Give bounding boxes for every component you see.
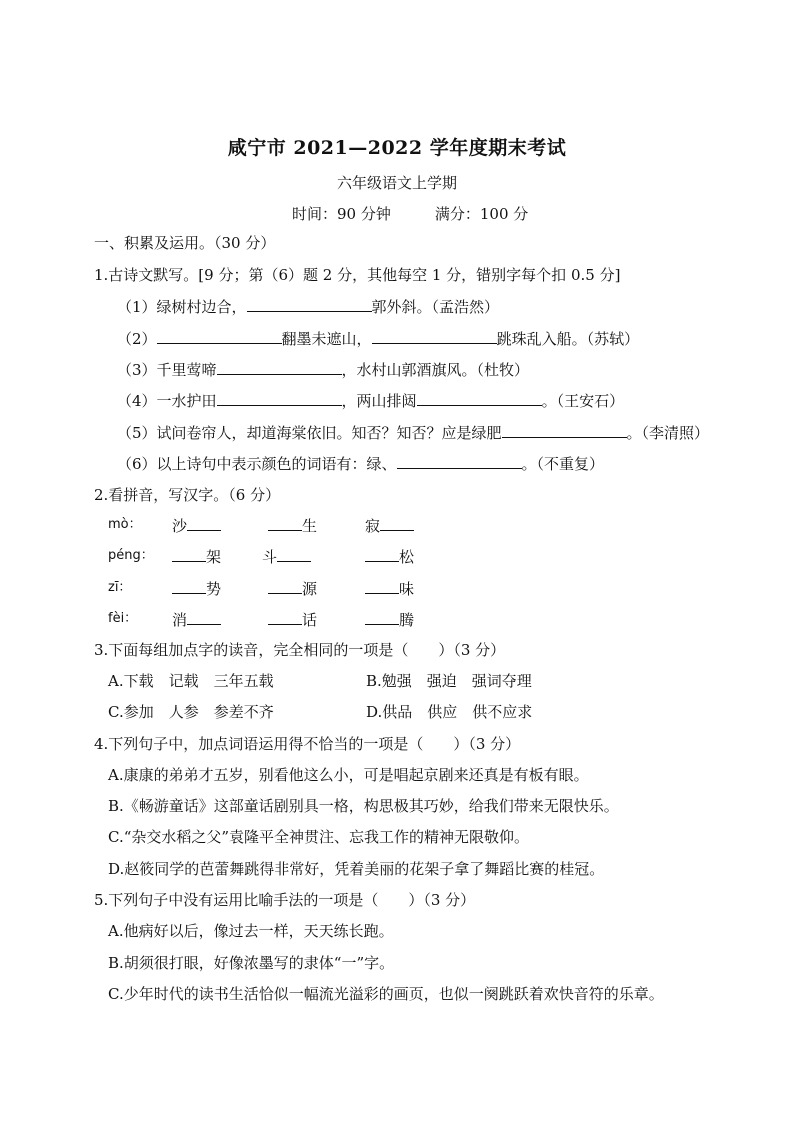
q1-item-5 [117,422,709,443]
q3-stem: 3.下面每组加点字的读音，完全相同的一项是（ ）（3 分） [94,641,506,659]
answer-blank[interactable] [365,609,399,625]
q1-item-4-text-b: ，两山排闼 [341,392,417,410]
q1-item-3-text-a: （3）千里莺啼 [117,361,217,379]
exam-title: 咸宁市 2021—2022 学年度期末考试 [227,137,567,159]
word-char: 消 [172,611,188,629]
answer-blank[interactable] [247,296,372,312]
answer-blank[interactable] [268,578,302,594]
q1-item-1 [117,296,499,317]
word-char: 源 [302,580,318,598]
q1-item-1-text-b: 郭外斜。（孟浩然） [371,298,500,316]
q3-option-b[interactable]: B.勉强 强迫 强词夺理 [366,672,532,690]
pinyin-label: mò： [108,517,142,532]
answer-blank[interactable] [365,546,399,562]
word-char: 架 [206,548,222,566]
answer-blank[interactable] [187,515,221,531]
q1-item-2-text-b: 翻墨未遮山， [281,330,372,348]
q4-option-a[interactable]: A.康康的弟弟才五岁，别看他这么小，可是唱起京剧来还真是有板有眼。 [108,766,589,784]
q3-option-d[interactable]: D.供品 供应 供不应求 [366,703,533,721]
answer-blank[interactable] [157,328,282,344]
q1-item-2-text-a: （2） [117,330,157,348]
q1-item-4-text-c: 。（王安石） [541,392,625,410]
answer-blank[interactable] [268,515,302,531]
answer-blank[interactable] [172,578,206,594]
answer-blank[interactable] [187,609,221,625]
q3-option-c[interactable]: C.参加 人参 参差不齐 [108,703,274,721]
answer-blank[interactable] [365,578,399,594]
q1-item-3 [117,359,529,380]
answer-blank[interactable] [217,390,342,406]
pinyin-label: fèi： [108,611,138,626]
q1-item-1-text-a: （1）绿树村边合， [117,298,247,316]
q5-option-a[interactable]: A.他病好以后，像过去一样，天天练长跑。 [108,922,394,940]
word-char: 话 [302,611,318,629]
q1-item-3-text-b: ，水村山郭酒旗风。（杜牧） [341,361,530,379]
pinyin-label: zī： [108,580,132,595]
answer-blank[interactable] [372,328,497,344]
word-char: 势 [206,580,222,598]
q2-stem: 2.看拼音，写汉字。（6 分） [94,486,281,504]
answer-blank[interactable] [217,359,342,375]
word-char: 寂 [365,517,381,535]
exam-subtitle: 六年级语文上学期 [336,174,457,192]
pinyin-label: péng： [108,548,154,563]
q1-stem: 1.古诗文默写。[9 分；第（6）题 2 分，其他每空 1 分，错别字每个扣 0.5 分] [94,266,621,284]
q4-option-b[interactable]: B.《畅游童话》这部童话剧别具一格，构思极其巧妙，给我们带来无限快乐。 [108,797,619,815]
q4-option-d[interactable]: D.赵筱同学的芭蕾舞跳得非常好，凭着美丽的花架子拿了舞蹈比赛的桂冠。 [108,860,605,878]
q5-option-c[interactable]: C.少年时代的读书生活恰似一幅流光溢彩的画页，也似一阕跳跃着欢快音符的乐章。 [108,985,664,1003]
answer-blank[interactable] [380,515,414,531]
section-heading: 一、积累及运用。（30 分） [94,234,276,252]
word-char: 沙 [172,517,188,535]
q1-item-2 [117,328,639,349]
q5-option-b[interactable]: B.胡须很打眼，好像浓墨写的隶体“一”字。 [108,954,395,972]
q1-item-5-text-a: （5）试问卷帘人，却道海棠依旧。知否？知否？应是绿肥 [117,424,502,442]
q1-item-4 [117,390,624,411]
q1-item-6-text-b: 。（不重复） [521,455,605,473]
q1-item-2-text-c: 跳珠乱入船。（苏轼） [496,330,640,348]
answer-blank[interactable] [172,546,206,562]
answer-blank[interactable] [417,390,542,406]
q4-option-c[interactable]: C.“杂交水稻之父”袁隆平全神贯注、忘我工作的精神无限敬仰。 [108,828,530,846]
answer-blank[interactable] [268,609,302,625]
word-char: 生 [302,517,318,535]
word-char: 味 [399,580,415,598]
exam-meta [292,203,528,224]
exam-time: 时间：90 分钟 [292,205,391,223]
answer-blank[interactable] [397,453,522,469]
word-char: 斗 [262,548,278,566]
q1-item-6-text-a: （6）以上诗句中表示颜色的词语有：绿、 [117,455,397,473]
word-char: 松 [399,548,415,566]
exam-score: 满分：100 分 [434,205,529,223]
q3-option-a[interactable]: A.下载 记载 三年五载 [108,672,274,690]
q4-stem: 4.下列句子中，加点词语运用得不恰当的一项是（ ）（3 分） [94,735,521,753]
q1-item-6 [117,453,604,474]
q5-stem: 5.下列句子中没有运用比喻手法的一项是（ ）（3 分） [94,891,476,909]
answer-blank[interactable] [502,422,627,438]
answer-blank[interactable] [277,546,311,562]
q1-item-5-text-b: 。（李清照） [626,424,710,442]
word-char: 腾 [399,611,415,629]
q1-item-4-text-a: （4）一水护田 [117,392,217,410]
